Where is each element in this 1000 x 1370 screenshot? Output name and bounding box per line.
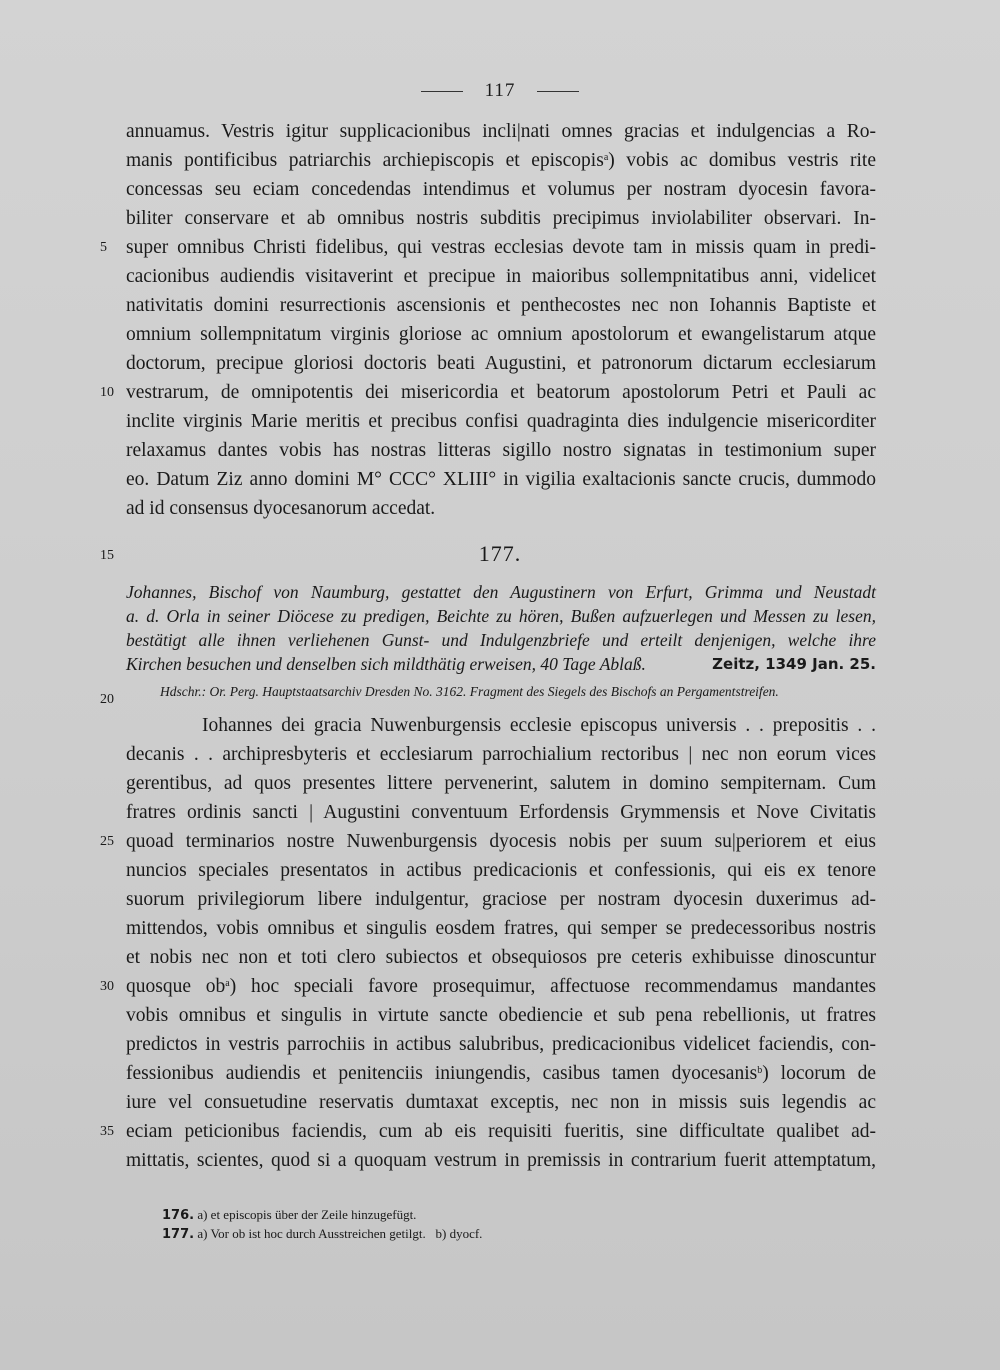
footnote-mark: b [757, 1065, 763, 1076]
text-line: vobis omnibus et singulis in virtute sancte obediencie et sub pena rebellionis, ut fratres [126, 1005, 876, 1026]
text-line: cacionibus audiendis visitaverint et precipue in maioribus sollempnitatibus anni, videlicet [126, 266, 876, 287]
text-line: eo. Datum Ziz anno domini M° CCC° XLIII° in vigilia exaltacionis sancte crucis, dummodo [126, 469, 876, 490]
text-line: fessionibus audiendis et penitenciis iniungendis, casibus tamen dyocesanis$^b$) locorum de [126, 1063, 876, 1084]
text-line: gerentibus, ad quos presentes littere pervenerint, salutem in domino sempiternam. Cum [126, 773, 876, 794]
text-line: et nobis nec non et toti clero subiectos et obsequiosos pre ceteris exhibuisse dinoscuntur [126, 947, 876, 968]
text-line: omnium sollempnitatum virginis gloriose ac omnium apostolorum et ewangelistarum atque [126, 324, 876, 345]
text-line: predictos in vestris parrochiis in actibus salubribus, predicacionibus videlicet faciendis, con- [126, 1034, 876, 1055]
text-line: iure vel consuetudine reservatis dumtaxat exceptis, nec non in missis suis legendis ac [126, 1092, 876, 1113]
document-number: 177. [478, 541, 522, 566]
line-number: 25 [100, 834, 114, 849]
text-line: mittatis, scientes, quod si a quoquam vestrum in premissis in contrarium fuerit attemptatum, [126, 1150, 876, 1171]
text-line: manis pontificibus patriarchis archiepiscopis et episcopis$^a$) vobis ac domibus vestris rite [126, 150, 876, 171]
text-line: annuamus. Vestris igitur supplicacionibus incli|nati omnes gracias et indulgencias a Ro- [126, 121, 876, 142]
header-rule-left [421, 91, 463, 92]
footnote-text: a) et episcopis über der Zeile hinzugefügt. [197, 1207, 417, 1222]
text-line: biliter conservare et ab omnibus nostris subditis precipimus inviolabiliter observari. In- [126, 208, 876, 229]
text-line: relaxamus dantes vobis has nostras litteras sigillo nostro signatas in testimonium super [126, 440, 876, 461]
regest-line: Johannes, Bischof von Naumburg, gestattet den Augustinern von Erfurt, Grimma und Neustadt [126, 582, 876, 602]
source-note: Hdschr.: Or. Perg. Hauptstaatsarchiv Dresden No. 3162. Fragment des Siegels des Bischofs an Pergamentstreifen. [160, 684, 779, 699]
page-header [0, 76, 1000, 106]
footnote-text: a) Vor ob ist hoc durch Ausstreichen getilgt. b) dyocf. [197, 1226, 483, 1241]
line-number: 5 [100, 240, 107, 255]
page-number: 117 [484, 80, 516, 101]
regest-line: a. d. Orla in seiner Diöcese zu predigen, Beichte zu hören, Bußen aufzuerlegen und Messen zu lesen, [126, 606, 876, 626]
text-line: Iohannes dei gracia Nuwenburgensis ecclesie episcopus universis . . prepositis . . [202, 715, 876, 736]
text-line: inclite virginis Marie meritis et precibus confisi quadraginta dies indulgencie misericorditer [126, 411, 876, 432]
text-line: concessas seu eciam concedendas intendimus et volumus per nostram dyocesin favora- [126, 179, 876, 200]
footnote-number: 176. [162, 1208, 195, 1223]
footnote-177 [162, 1226, 482, 1243]
footnote-176 [162, 1207, 416, 1224]
footnote-mark: a [225, 978, 230, 989]
regest-line: bestätigt alle ihnen verliehenen Gunst- und Indulgenzbriefe und erteilt denjenigen, welche ihre [126, 630, 876, 650]
text-line: ad id consensus dyocesanorum accedat. [126, 498, 436, 519]
text-line: fratres ordinis sancti | Augustini conventuum Erfordensis Grymmensis et Nove Civitatis [126, 802, 876, 823]
footnote-number: 177. [162, 1227, 195, 1242]
footnote-mark: a [603, 152, 609, 163]
text-line: nuncios speciales presentatos in actibus predicacionis et confessionis, qui eis ex tenore [126, 860, 876, 881]
text-line: eciam peticionibus faciendis, cum ab eis requisiti fueritis, sine difficultate qualibet ad- [126, 1121, 876, 1142]
line-number: 30 [100, 979, 114, 994]
text-line: decanis . . archipresbyteris et ecclesiarum parrochialium rectoribus | nec non eorum vices [126, 744, 876, 765]
line-number: 35 [100, 1124, 114, 1139]
text-line: doctorum, precipue gloriosi doctoris beati Augustini, et patronorum dictarum ecclesiarum [126, 353, 876, 374]
line-number: 20 [100, 692, 114, 707]
text-line: suorum privilegiorum libere indulgentur, graciose per nostram dyocesin duxerimus ad- [126, 889, 876, 910]
text-line: nativitatis domini resurrectionis ascensionis et penthecostes nec non Iohannis Baptiste et [126, 295, 876, 316]
line-number: 15 [100, 548, 114, 563]
line-number: 10 [100, 385, 114, 400]
text-line: mittendos, vobis omnibus et singulis eosdem fratres, qui semper se predecessoribus nostris [126, 918, 876, 939]
regest-line: Kirchen besuchen und denselben sich mildthätig erweisen, 40 Tage Ablaß. Zeitz, 1349 Jan. 25. [126, 654, 876, 674]
text-line: vestrarum, de omnipotentis dei misericordia et beatorum apostolorum Petri et Pauli ac [126, 382, 876, 403]
text-line: quoad terminarios nostre Nuwenburgensis dyocesis nobis per suum su|periorem et eius [126, 831, 876, 852]
header-rule-right [537, 91, 579, 92]
date-place: Zeitz, 1349 Jan. 25. [712, 655, 876, 673]
text-line: super omnibus Christi fidelibus, qui vestras ecclesias devote tam in missis quam in predi- [126, 237, 876, 258]
text-line: quosque $ob^a$) hoc speciali favore prosequimur, affectuose recommendamus mandantes [126, 976, 876, 997]
